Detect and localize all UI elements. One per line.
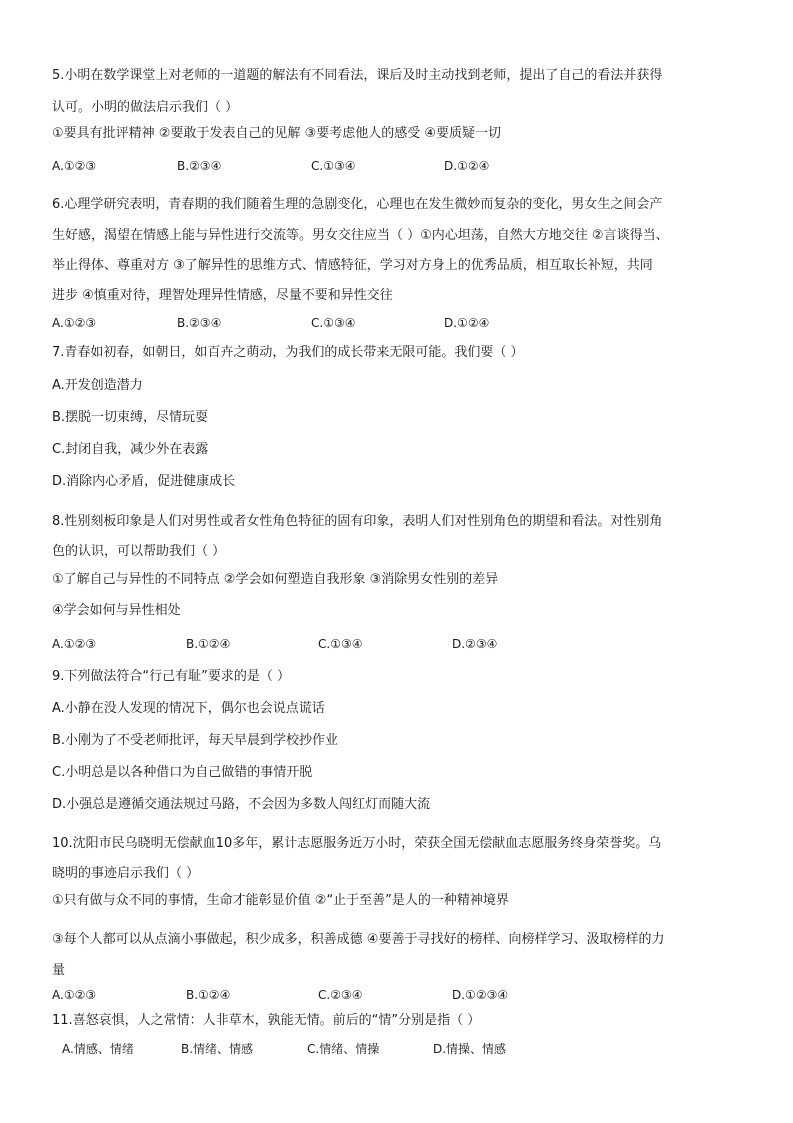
q8-items-line1: ①了解自己与异性的不同特点 ②学会如何塑造自我形象 ③消除男女性别的差异 — [52, 572, 499, 587]
q5-items: ①要具有批评精神 ②要敢于发表自己的见解 ③要考虑他人的感受 ④要质疑一切 — [52, 126, 502, 141]
q6-option-d[interactable]: D.①②④ — [444, 316, 490, 330]
q11-option-a[interactable]: A.情感、情绪 — [62, 1042, 134, 1056]
q6-stem-line2: 生好感，渴望在情感上能与异性进行交流等。男女交往应当（ ）①内心坦荡，自然大方地交往 ②言谈得当、 — [52, 228, 669, 243]
q10-option-a[interactable]: A.①②③ — [52, 988, 97, 1002]
q6-option-a[interactable]: A.①②③ — [52, 316, 97, 330]
q9-stem: 9.下列做法符合“行己有耻”要求的是（ ） — [52, 669, 291, 684]
q6-stem-line3: 举止得体、尊重对方 ③了解异性的思维方式、情感特征，学习对方身上的优秀品质，相互取长补短，共同 — [52, 258, 653, 273]
q10-items-line2: ③每个人都可以从点滴小事做起，积少成多，积善成德 ④要善于寻找好的榜样、向榜样学习、汲取榜样的力 — [52, 932, 665, 947]
q6-stem-line1: 6.心理学研究表明，青春期的我们随着生理的急剧变化，心理也在发生微妙而复杂的变化，男女生之间会产 — [52, 197, 663, 212]
q6-stem-line4: 进步 ④慎重对待，理智处理异性情感，尽量不要和异性交往 — [52, 288, 393, 303]
q7-stem: 7.青春如初春，如朝日，如百卉之萌动，为我们的成长带来无限可能。我们要（ ） — [52, 345, 524, 360]
q8-option-d[interactable]: D.②③④ — [452, 637, 498, 651]
q8-option-b[interactable]: B.①②④ — [186, 637, 231, 651]
q9-option-c[interactable]: C.小明总是以各种借口为自己做错的事情开脱 — [52, 765, 313, 780]
q10-items-line3: 量 — [52, 963, 66, 978]
q11-option-d[interactable]: D.情操、情感 — [433, 1042, 507, 1056]
q11-stem: 11.喜怒哀惧，人之常情：人非草木，孰能无情。前后的“情”分别是指（ ） — [52, 1013, 481, 1028]
q10-option-b[interactable]: B.①②④ — [186, 988, 231, 1002]
q10-option-d[interactable]: D.①②③④ — [452, 988, 509, 1002]
q7-option-a[interactable]: A.开发创造潜力 — [52, 378, 143, 393]
q9-option-b[interactable]: B.小刚为了不受老师批评，每天早晨到学校抄作业 — [52, 733, 339, 748]
q8-option-a[interactable]: A.①②③ — [52, 637, 97, 651]
q11-option-c[interactable]: C.情绪、情操 — [307, 1042, 380, 1056]
q11-option-b[interactable]: B.情绪、情感 — [181, 1042, 254, 1056]
q5-option-c[interactable]: C.①③④ — [311, 159, 356, 173]
q7-option-c[interactable]: C.封闭自我，减少外在表露 — [52, 442, 209, 457]
q10-stem-line1: 10.沈阳市民乌晓明无偿献血10多年，累计志愿服务近万小时，荣获全国无偿献血志愿服务终身荣誉奖。乌 — [52, 836, 662, 851]
q10-items-line1: ①只有做与众不同的事情，生命才能彰显价值 ②“止于至善”是人的一种精神境界 — [52, 893, 509, 908]
q8-option-c[interactable]: C.①③④ — [318, 637, 363, 651]
q6-option-c[interactable]: C.①③④ — [311, 316, 356, 330]
q10-stem-line2: 晓明的事迹启示我们（ ） — [52, 866, 200, 881]
q5-option-b[interactable]: B.②③④ — [177, 159, 222, 173]
q9-option-a[interactable]: A.小静在没人发现的情况下，偶尔也会说点谎话 — [52, 701, 325, 716]
q8-items-line2: ④学会如何与异性相处 — [52, 603, 181, 618]
q7-option-b[interactable]: B.摆脱一切束缚，尽情玩耍 — [52, 410, 209, 425]
q5-stem-line2: 认可。小明的做法启示我们（ ） — [52, 100, 239, 115]
q5-option-d[interactable]: D.①②④ — [444, 159, 490, 173]
q8-stem-line2: 色的认识，可以帮助我们（ ） — [52, 544, 226, 559]
q5-stem-line1: 5.小明在数学课堂上对老师的一道题的解法有不同看法，课后及时主动找到老师，提出了自己的看法并获得 — [52, 68, 663, 83]
q10-option-c[interactable]: C.②③④ — [318, 988, 363, 1002]
q8-stem-line1: 8.性别刻板印象是人们对男性或者女性角色特征的固有印象，表明人们对性别角色的期望和看法。对性别角 — [52, 514, 663, 529]
q7-option-d[interactable]: D.消除内心矛盾，促进健康成长 — [52, 474, 236, 489]
q9-option-d[interactable]: D.小强总是遵循交通法规过马路，不会因为多数人闯红灯而随大流 — [52, 797, 431, 812]
q6-option-b[interactable]: B.②③④ — [177, 316, 222, 330]
q5-option-a[interactable]: A.①②③ — [52, 159, 97, 173]
